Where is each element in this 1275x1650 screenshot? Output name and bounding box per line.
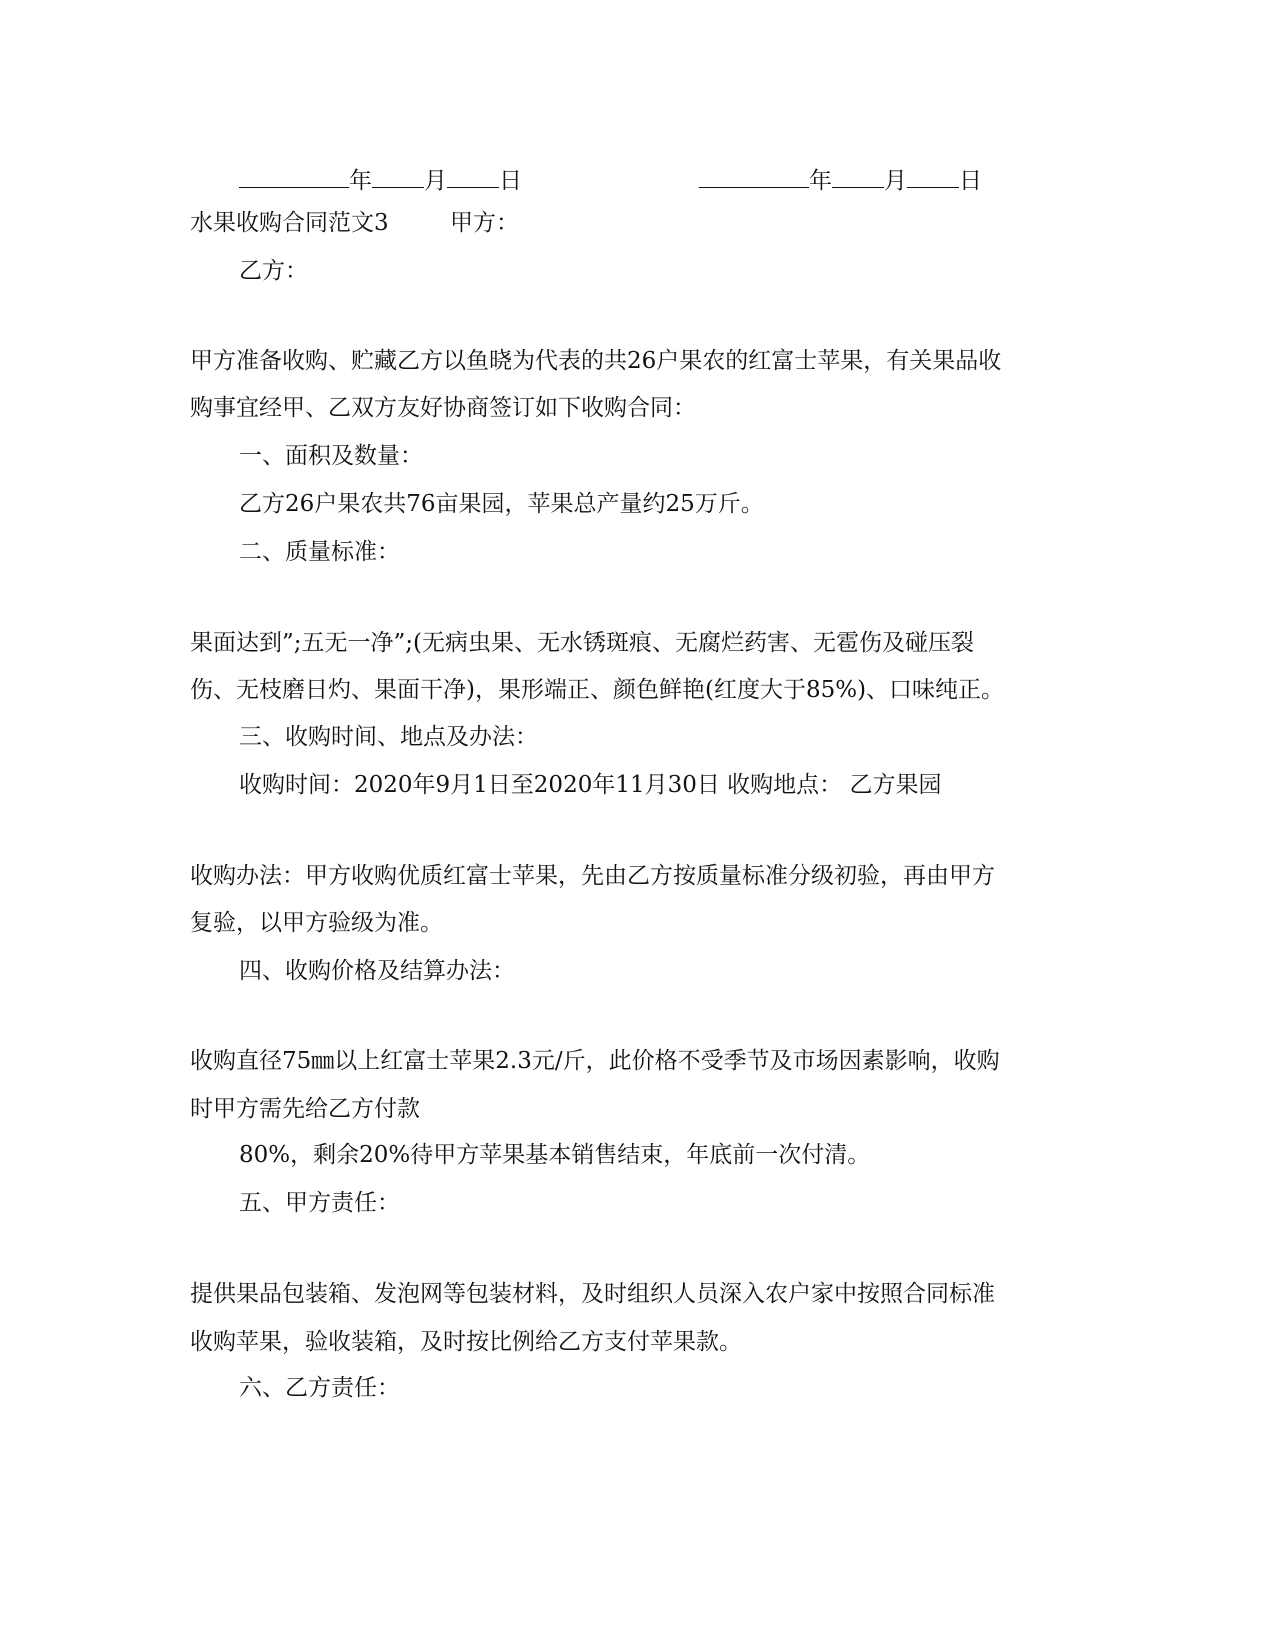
section-body: 果面达到”;五无一净”;(无病虫果、无水锈斑痕、无腐烂药害、无雹伤及碰压裂	[190, 630, 974, 656]
section-body: 收购苹果，验收装箱，及时按比例给乙方支付苹果款。	[190, 1329, 742, 1355]
section-heading: 二、质量标准：	[239, 539, 400, 565]
section-body: 提供果品包装箱、发泡网等包装材料，及时组织人员深入农户家中按照合同标准	[190, 1281, 995, 1307]
year-label: 年	[349, 168, 372, 194]
section-heading: 一、面积及数量：	[239, 443, 423, 469]
section-heading: 六、乙方责任：	[239, 1375, 400, 1401]
year-blank[interactable]	[239, 167, 349, 188]
section-body: 80%，剩余20%待甲方苹果基本销售结束，年底前一次付清。	[239, 1142, 871, 1168]
day-blank[interactable]	[447, 167, 499, 188]
party-a-label: 甲方：	[450, 210, 519, 236]
month-label: 月	[884, 168, 907, 194]
month-blank[interactable]	[832, 167, 884, 188]
day-label: 日	[499, 168, 522, 194]
month-label: 月	[424, 168, 447, 194]
section-heading: 五、甲方责任：	[239, 1190, 400, 1216]
section-body: 乙方26户果农共76亩果园，苹果总产量约25万斤。	[239, 491, 764, 517]
section-body: 复验，以甲方验级为准。	[190, 910, 443, 936]
intro-paragraph-line: 甲方准备收购、贮藏乙方以鱼晓为代表的共26户果农的红富士苹果，有关果品收	[190, 348, 1002, 374]
signature-date-left	[239, 166, 522, 196]
section-heading: 四、收购价格及结算办法：	[239, 958, 515, 984]
year-label: 年	[809, 168, 832, 194]
section-body: 收购时间：2020年9月1日至2020年11月30日 收购地点： 乙方果园	[239, 772, 942, 798]
section-body: 收购直径75㎜以上红富士苹果2.3元/斤，此价格不受季节及市场因素影响，收购	[190, 1048, 1000, 1074]
section-body: 伤、无枝磨日灼、果面干净)，果形端正、颜色鲜艳(红度大于85%)、口味纯正。	[190, 677, 1005, 703]
month-blank[interactable]	[372, 167, 424, 188]
day-label: 日	[959, 168, 982, 194]
intro-paragraph-line: 购事宜经甲、乙双方友好协商签订如下收购合同：	[190, 395, 696, 421]
section-body: 时甲方需先给乙方付款	[190, 1096, 420, 1122]
signature-date-right	[699, 166, 982, 196]
section-heading: 三、收购时间、地点及办法：	[239, 724, 538, 750]
day-blank[interactable]	[907, 167, 959, 188]
document-title: 水果收购合同范文3	[190, 210, 389, 236]
section-body: 收购办法：甲方收购优质红富士苹果，先由乙方按质量标准分级初验，再由甲方	[190, 863, 995, 889]
party-b-label: 乙方：	[239, 258, 308, 284]
year-blank[interactable]	[699, 167, 809, 188]
